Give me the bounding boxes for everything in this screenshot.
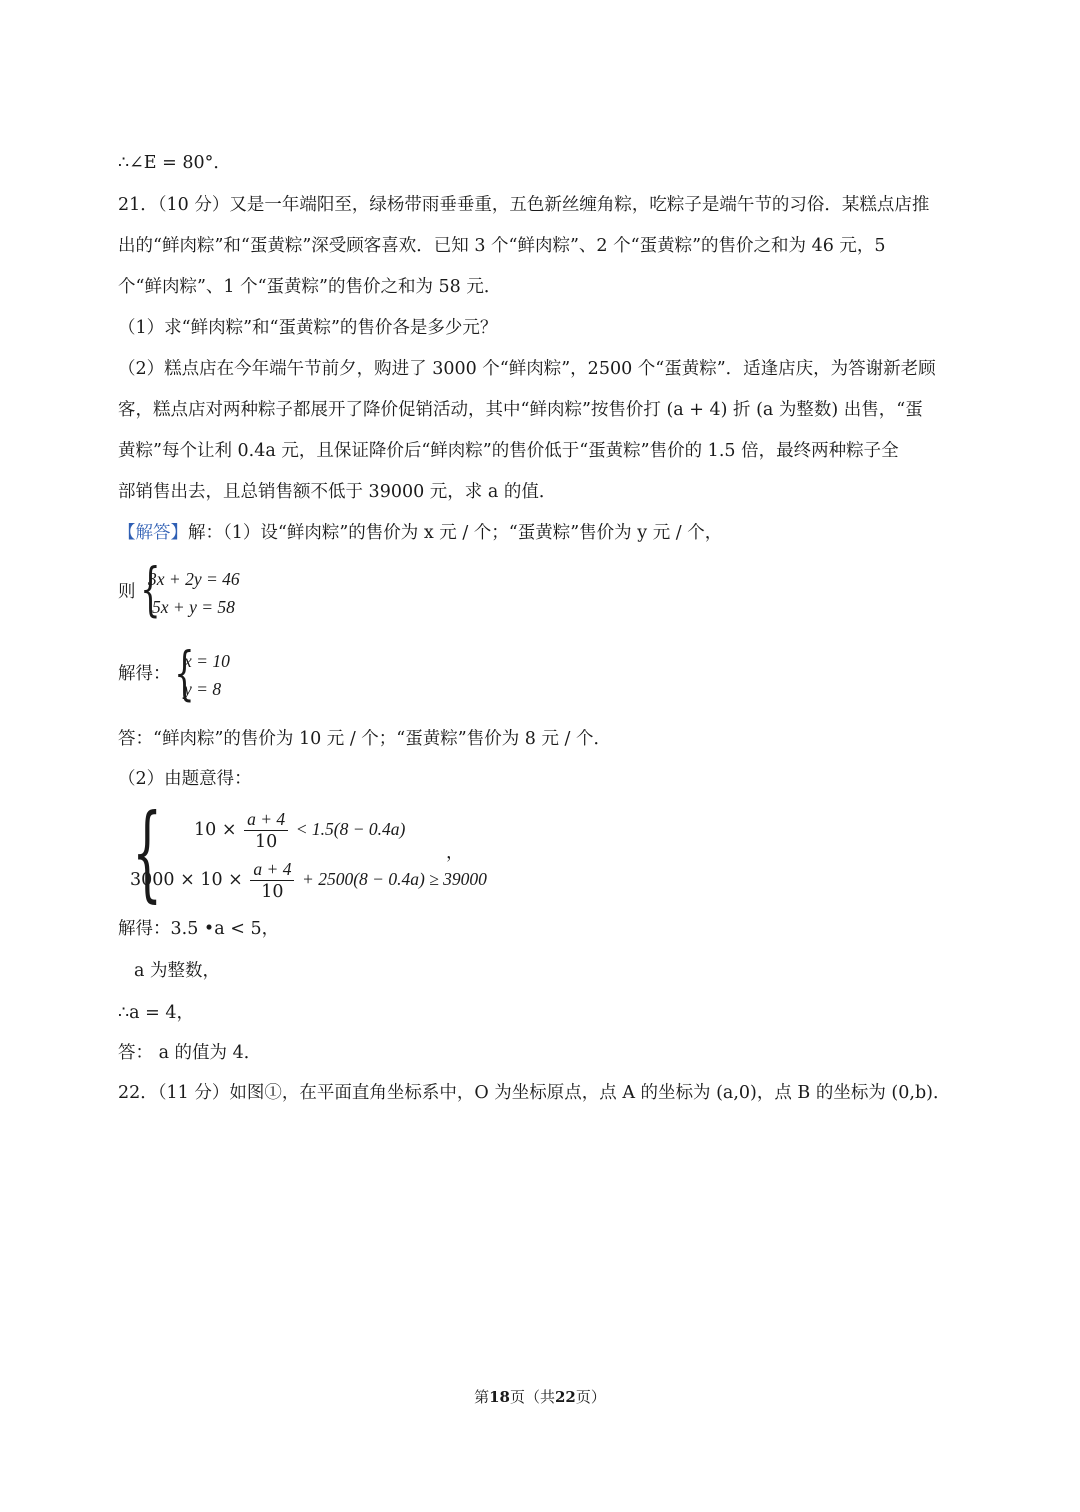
system1-eq2: 5x + y = 58 bbox=[152, 597, 235, 617]
q21-stem-line1: 21．（10 分）又是一年端阳至，绿杨带雨垂垂重，五色新丝缠角粽，吃粽子是端午节的习俗．某糕点店推 bbox=[118, 195, 930, 215]
solution1-brace: { bbox=[174, 639, 195, 707]
a-integer: a 为整数， bbox=[134, 961, 220, 981]
ineq2-right: + 2500(8 − 0.4a) ≥ 39000 bbox=[302, 869, 487, 889]
inequality-brace: { bbox=[132, 791, 162, 913]
q22-stem: 22．（11 分）如图①，在平面直角坐标系中，O 为坐标原点，点 A 的坐标为 (a,0)，点 B 的坐标为 (0,b)． bbox=[118, 1083, 951, 1103]
inequality1 bbox=[194, 808, 405, 853]
therefore-a: ∴a = 4， bbox=[118, 1003, 194, 1023]
solution1-x: x = 10 bbox=[184, 651, 230, 671]
footer-prefix: 第 bbox=[474, 1388, 490, 1406]
q21-stem-line3: 个“鲜肉粽”、1 个“蛋黄粽”的售价之和为 58 元． bbox=[118, 277, 502, 297]
answer-intro-line bbox=[118, 520, 722, 546]
q21-stem-line2: 出的“鲜肉粽”和“蛋黄粽”深受顾客喜欢．已知 3 个“鲜肉粽”、2 个“蛋黄粽”的售价之和为 46 元，5 bbox=[118, 236, 886, 256]
inequality2 bbox=[130, 858, 487, 903]
footer-mid: 页（共 bbox=[509, 1388, 555, 1406]
q21-part1: （1）求“鲜肉粽”和“蛋黄粽”的售价各是多少元？ bbox=[118, 318, 498, 338]
ineq1-numerator: a + 4 bbox=[244, 808, 288, 831]
answer1: 答：“鲜肉粽”的售价为 10 元 / 个；“蛋黄粽”售价为 8 元 / 个． bbox=[118, 729, 611, 749]
solve-label: 解得： bbox=[118, 664, 171, 684]
answer2: 答： a 的值为 4． bbox=[118, 1043, 262, 1063]
q21-part2-line3: 黄粽”每个让利 0.4a 元，且保证降价后“鲜肉粽”的售价低于“蛋黄粽”售价的 1.5 倍，最终两种粽子全 bbox=[118, 441, 899, 461]
answer-intro: 解：（1）设“鲜肉粽”的售价为 x 元 / 个；“蛋黄粽”售价为 y 元 / 个， bbox=[188, 523, 723, 543]
ineq2-denominator: 10 bbox=[261, 882, 284, 902]
footer-suffix: 页） bbox=[575, 1388, 606, 1406]
ineq2-numerator: a + 4 bbox=[250, 858, 294, 881]
page-footer bbox=[0, 1386, 1080, 1407]
ineq2-left: 3000 × 10 × bbox=[130, 870, 243, 890]
then-label: 则 bbox=[118, 582, 136, 602]
footer-total-pages: 22 bbox=[555, 1388, 576, 1406]
system1-eq1: 3x + 2y = 46 bbox=[148, 569, 240, 589]
q21-part2-line4: 部销售出去，且总销售额不低于 39000 元，求 a 的值． bbox=[118, 482, 557, 502]
footer-page-number: 18 bbox=[489, 1388, 510, 1406]
ineq1-denominator: 10 bbox=[254, 832, 278, 852]
system1-brace: { bbox=[140, 555, 161, 623]
answer-tag: 【解答】 bbox=[118, 523, 188, 543]
solve2: 解得：3.5 •a < 5， bbox=[118, 919, 280, 939]
conclusion-angle-e: ∴∠E = 80°． bbox=[118, 153, 231, 173]
ineq1-fraction bbox=[244, 808, 288, 853]
ineq1-left: 10 × bbox=[194, 820, 237, 840]
inequality-comma: ， bbox=[446, 843, 464, 863]
ineq1-right: < 1.5(8 − 0.4a) bbox=[295, 819, 406, 839]
q21-part2-line2: 客，糕点店对两种粽子都展开了降价促销活动，其中“鲜肉粽”按售价打 (a + 4) 折 (a 为整数) 出售，“蛋 bbox=[118, 400, 923, 420]
q21-part2-line1: （2）糕点店在今年端午节前夕，购进了 3000 个“鲜肉粽”，2500 个“蛋黄粽”．适逢店庆，为答谢新老顾 bbox=[118, 359, 936, 379]
solution1-y: y = 8 bbox=[184, 679, 222, 699]
ineq2-fraction bbox=[250, 858, 294, 903]
part2-head: （2）由题意得： bbox=[118, 769, 252, 789]
